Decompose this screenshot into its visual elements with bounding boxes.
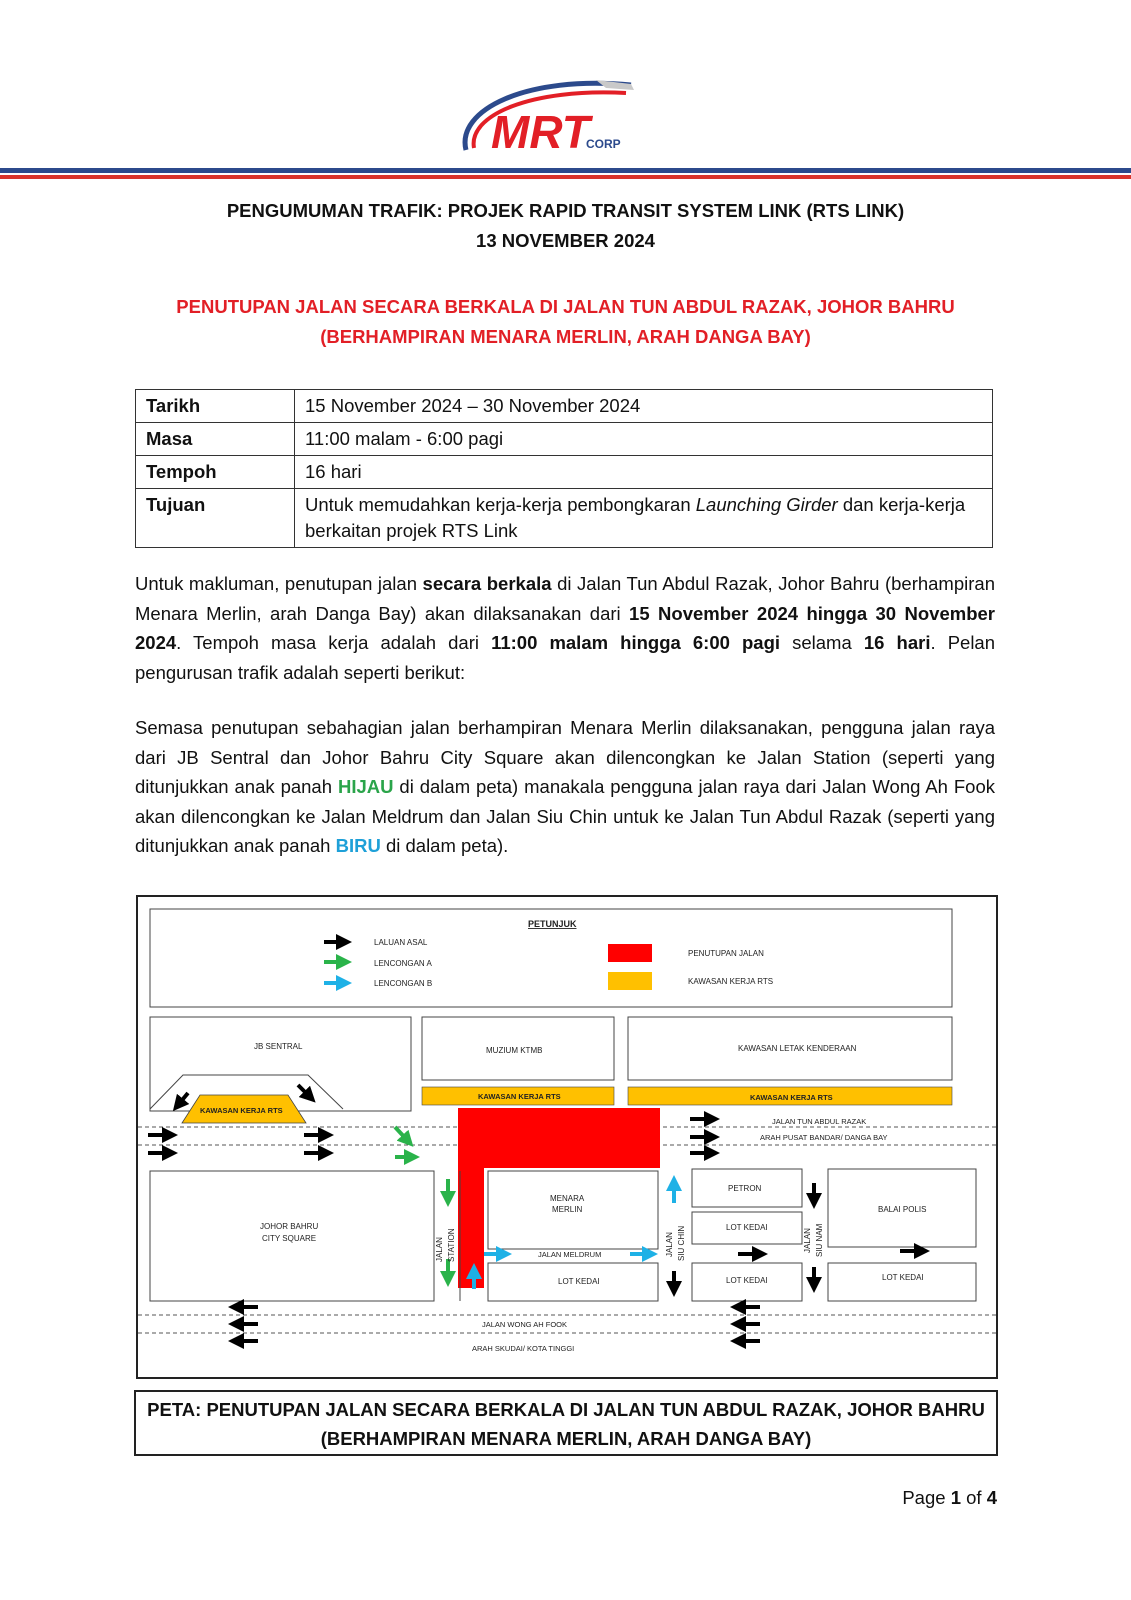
page-number [902, 1487, 997, 1509]
mrt-corp-logo [446, 60, 646, 160]
announcement-date: 13 NOVEMBER 2024 [476, 230, 655, 251]
jalan-station-label-2: STATION [447, 1228, 456, 1262]
info-table [135, 389, 993, 548]
tujuan-text-italic: Launching Girder [695, 494, 838, 515]
muzium-label: MUZIUM KTMB [486, 1046, 543, 1055]
traffic-map-svg [138, 897, 996, 1377]
paragraph-2 [135, 713, 995, 861]
value-tempoh: 16 hari [295, 456, 993, 489]
logo-brand-text: MRT [491, 106, 590, 158]
legend-closure-swatch [608, 944, 652, 962]
label-masa: Masa [136, 423, 295, 456]
p1-text: . Pelan pengurusan trafik adalah seperti berikut: [135, 632, 996, 683]
p1-bold: 15 November 2024 hingga 30 November 2024 [135, 602, 995, 653]
city-square-label-1: JOHOR BAHRU [260, 1222, 319, 1231]
page-word: Page [902, 1487, 946, 1508]
legend-kawasan-kerja: KAWASAN KERJA RTS [688, 977, 774, 986]
rts-work-label-b: KAWASAN KERJA RTS [478, 1092, 561, 1101]
p1-text: . Tempoh masa kerja adalah dari [176, 632, 492, 653]
arah-skudai-label: ARAH SKUDAI/ KOTA TINGGI [472, 1344, 575, 1353]
lot-kedai-block-4 [828, 1263, 976, 1301]
p1-bold: 11:00 malam hingga 6:00 pagi [491, 632, 781, 653]
label-tujuan: Tujuan [136, 489, 295, 548]
balai-polis-label: BALAI POLIS [878, 1205, 927, 1214]
lot-kedai-label-1: LOT KEDAI [558, 1277, 600, 1286]
jalan-meldrum-label: JALAN MELDRUM [538, 1250, 602, 1259]
closure-subtitle-line1: PENUTUPAN JALAN SECARA BERKALA DI JALAN TUN ABDUL RAZAK, JOHOR BAHRU [176, 296, 955, 317]
lot-kedai-label-2: LOT KEDAI [726, 1223, 768, 1232]
lot-kedai-label-4: LOT KEDAI [882, 1273, 924, 1282]
table-row [136, 390, 993, 423]
label-tempoh: Tempoh [136, 456, 295, 489]
legend-title: PETUNJUK [528, 919, 577, 929]
arah-pusat-label: ARAH PUSAT BANDAR/ DANGA BAY [760, 1133, 888, 1142]
p2-green-word: HIJAU [337, 776, 394, 797]
caption-line1: PETA: PENUTUPAN JALAN SECARA BERKALA DI JALAN TUN ABDUL RAZAK, JOHOR BAHRU [147, 1399, 985, 1420]
value-masa: 11:00 malam - 6:00 pagi [295, 423, 993, 456]
parking-label: KAWASAN LETAK KENDERAAN [738, 1044, 857, 1053]
page-of-word: of [966, 1487, 982, 1508]
value-tujuan [295, 489, 993, 548]
road-closure-area [458, 1108, 660, 1168]
p2-text: di dalam peta) manakala pengguna jalan raya dari Jalan Wong Ah Fook akan dilencongkan ke Jalan Meldrum dan Jalan Siu Chin untuk ke Jalan Tun Abdul Razak (seperti yang ditunjukkan anak panah [135, 776, 995, 856]
page-current: 1 [950, 1487, 961, 1508]
p1-bold: secara berkala [422, 573, 552, 594]
rts-work-label-c: KAWASAN KERJA RTS [750, 1093, 833, 1102]
p1-bold: 16 hari [863, 632, 931, 653]
legend-lencongan-b: LENCONGAN B [374, 979, 433, 988]
p1-text: Untuk makluman, penutupan jalan [135, 573, 423, 594]
rts-work-label-a: KAWASAN KERJA RTS [200, 1106, 283, 1115]
lot-kedai-label-3: LOT KEDAI [726, 1276, 768, 1285]
traffic-map [136, 895, 998, 1379]
caption-line2: (BERHAMPIRAN MENARA MERLIN, ARAH DANGA BAY) [320, 1428, 812, 1449]
jalan-siu-nam-label-1: JALAN [803, 1228, 812, 1253]
header-band-red [0, 175, 1131, 179]
p2-text: di dalam peta). [380, 835, 509, 856]
jalan-siu-chin-label-1: JALAN [665, 1232, 674, 1257]
header-band-blue [0, 168, 1131, 173]
table-row [136, 489, 993, 548]
legend-work-swatch [608, 972, 652, 990]
paragraph-1 [135, 569, 995, 687]
closure-subtitle-line2: (BERHAMPIRAN MENARA MERLIN, ARAH DANGA BAY) [320, 326, 811, 347]
p1-text: di Jalan Tun Abdul Razak, Johor Bahru (berhampiran Menara Merlin, arah Danga Bay) akan dilaksanakan dari [135, 573, 995, 624]
table-row [136, 456, 993, 489]
p2-text: Semasa penutupan sebahagian jalan berhampiran Menara Merlin dilaksanakan, pengguna jalan raya dari JB Sentral dan Johor Bahru City Square akan dilencongkan ke Jalan Station (seperti yang ditunjukkan anak panah [135, 717, 995, 797]
announcement-title: PENGUMUMAN TRAFIK: PROJEK RAPID TRANSIT SYSTEM LINK (RTS LINK) [226, 200, 905, 221]
table-row [136, 423, 993, 456]
jalan-tun-label: JALAN TUN ABDUL RAZAK [772, 1117, 867, 1126]
jalan-siu-nam-label-2: SIU NAM [815, 1223, 824, 1257]
tujuan-text-post: dan kerja-kerja berkaitan projek RTS Link [305, 494, 966, 541]
road-closure-station [458, 1108, 484, 1288]
p1-text: selama [780, 632, 864, 653]
p2-blue-word: BIRU [335, 835, 381, 856]
map-caption [134, 1390, 998, 1456]
legend-laluan-asal: LALUAN ASAL [374, 938, 428, 947]
petron-label: PETRON [728, 1184, 762, 1193]
jb-sentral-label: JB SENTRAL [254, 1042, 303, 1051]
menara-label-1: MENARA [550, 1194, 585, 1203]
city-square-label-2: CITY SQUARE [262, 1234, 317, 1243]
jalan-wong-label: JALAN WONG AH FOOK [482, 1320, 568, 1329]
value-tarikh: 15 November 2024 – 30 November 2024 [295, 390, 993, 423]
tujuan-text-pre: Untuk memudahkan kerja-kerja pembongkaran [305, 494, 696, 515]
label-tarikh: Tarikh [136, 390, 295, 423]
jalan-siu-chin-label-2: SIU CHIN [677, 1225, 686, 1261]
page-total: 4 [986, 1487, 997, 1508]
menara-label-2: MERLIN [552, 1205, 583, 1214]
jalan-station-label-1: JALAN [435, 1237, 444, 1262]
legend-penutupan: PENUTUPAN JALAN [688, 949, 764, 958]
logo-sub-text: CORP [586, 137, 621, 151]
legend-lencongan-a: LENCONGAN A [374, 959, 432, 968]
